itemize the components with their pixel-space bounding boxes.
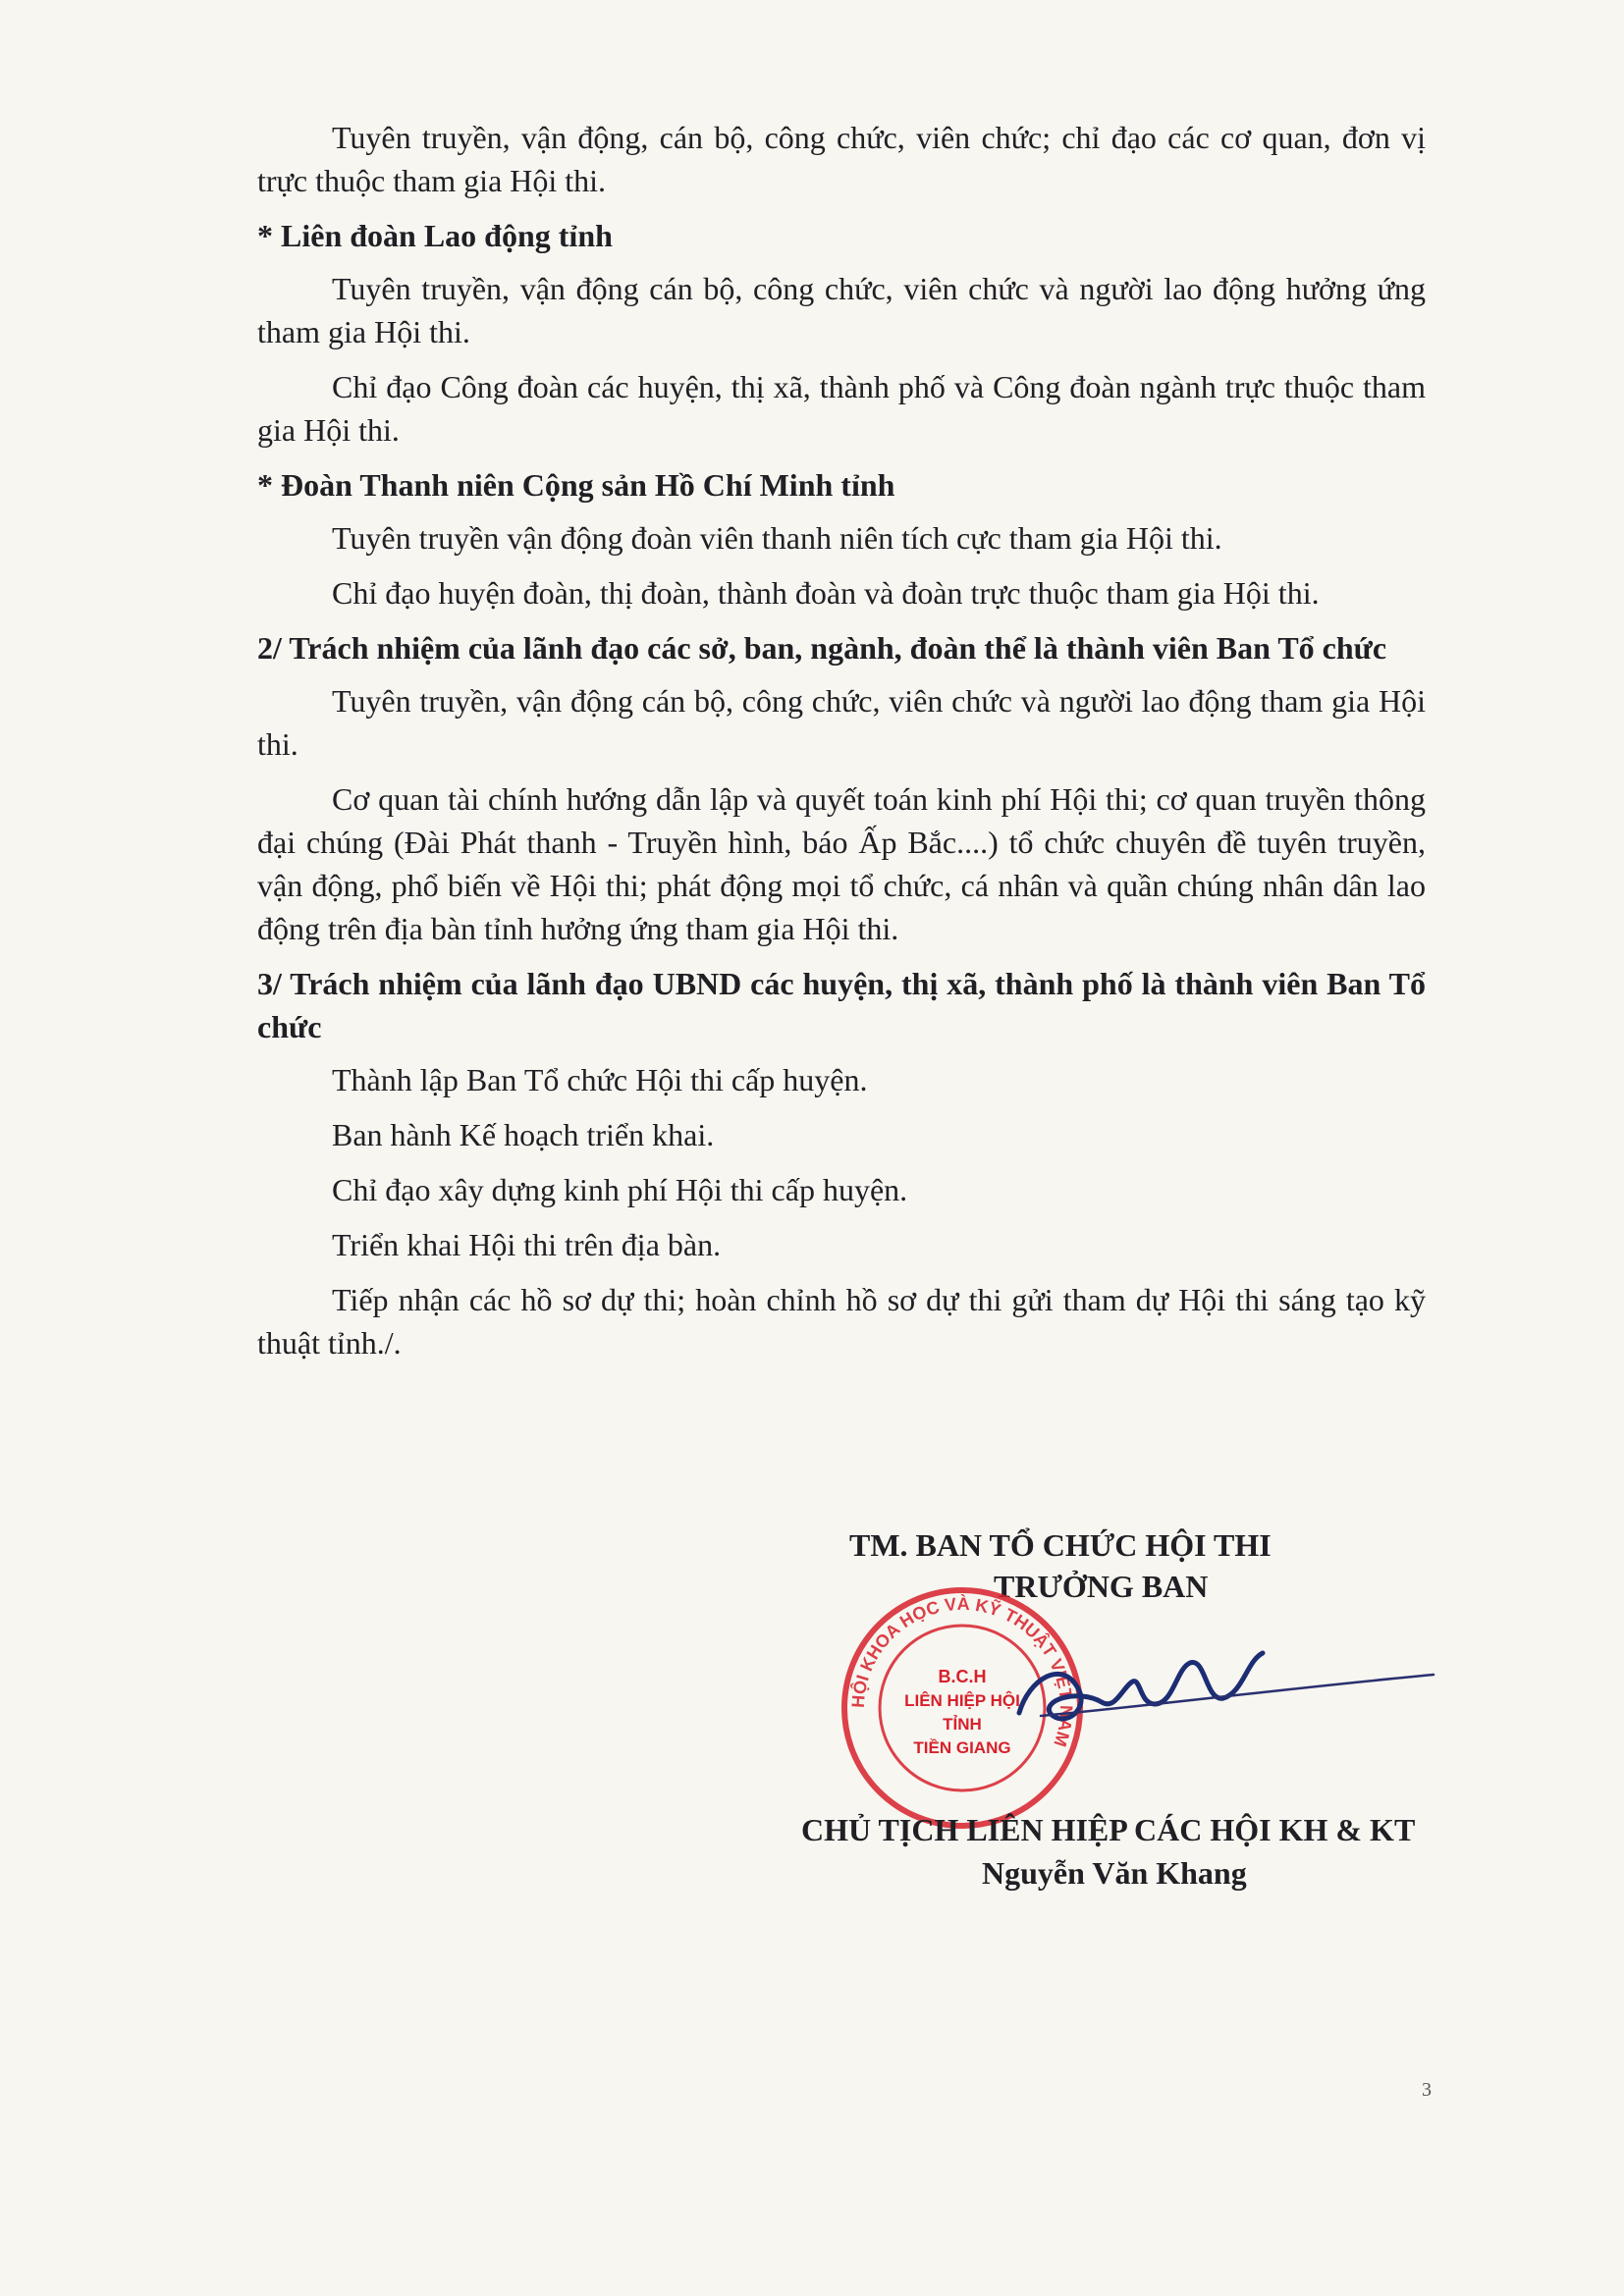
section-3-item: Ban hành Kế hoạch triển khai. bbox=[332, 1117, 715, 1152]
seal-center-line-1: B.C.H bbox=[938, 1667, 987, 1686]
section-3-item: Thành lập Ban Tổ chức Hội thi cấp huyện. bbox=[332, 1062, 868, 1097]
document-body bbox=[257, 116, 1426, 1376]
lien-doan-paragraph-1: Tuyên truyền, vận động cán bộ, công chức, viên chức và người lao động hưởng ứng tham gia Hội thi. bbox=[257, 271, 1426, 349]
seal-center-line-2: LIÊN HIỆP HỘI bbox=[904, 1691, 1020, 1710]
seal-center-line-4: TIỀN GIANG bbox=[913, 1738, 1011, 1757]
signature-position-line: CHỦ TỊCH LIÊN HIỆP CÁC HỘI KH & KT bbox=[801, 1812, 1416, 1847]
section-2-paragraph-1: Tuyên truyền, vận động cán bộ, công chức, viên chức và người lao động tham gia Hội thi. bbox=[257, 683, 1426, 762]
lien-doan-heading: * Liên đoàn Lao động tỉnh bbox=[257, 218, 613, 253]
doan-thanh-nien-heading: * Đoàn Thanh niên Cộng sản Hồ Chí Minh tỉnh bbox=[257, 467, 895, 503]
intro-paragraph: Tuyên truyền, vận động, cán bộ, công chức, viên chức; chỉ đạo các cơ quan, đơn vị trực thuộc tham gia Hội thi. bbox=[257, 120, 1426, 198]
lien-doan-paragraph-2: Chỉ đạo Công đoàn các huyện, thị xã, thành phố và Công đoàn ngành trực thuộc tham gia Hội thi. bbox=[257, 369, 1426, 448]
signature-title-line: TRƯỞNG BAN bbox=[994, 1569, 1209, 1604]
signature-name: Nguyễn Văn Khang bbox=[982, 1855, 1247, 1891]
page-number: 3 bbox=[1422, 2079, 1432, 2101]
section-3-item: Triển khai Hội thi trên địa bàn. bbox=[332, 1227, 722, 1262]
seal-center-line-3: TỈNH bbox=[943, 1715, 982, 1734]
section-2-heading: 2/ Trách nhiệm của lãnh đạo các sở, ban, ngành, đoàn thể là thành viên Ban Tổ chức bbox=[257, 630, 1387, 666]
seal-ring-text: HỘI KHOA HỌC VÀ KỸ THUẬT VIỆT NAM bbox=[847, 1593, 1077, 1749]
section-3-heading: 3/ Trách nhiệm của lãnh đạo UBND các huyện, thị xã, thành phố là thành viên Ban Tổ chức bbox=[257, 966, 1426, 1044]
section-3-item: Tiếp nhận các hồ sơ dự thi; hoàn chỉnh hồ sơ dự thi gửi tham dự Hội thi sáng tạo kỹ thuật tỉnh./. bbox=[257, 1282, 1426, 1361]
signature-underline-icon bbox=[1031, 1669, 1443, 1728]
signature-org-line: TM. BAN TỔ CHỨC HỘI THI bbox=[849, 1527, 1272, 1563]
section-2-paragraph-2: Cơ quan tài chính hướng dẫn lập và quyết toán kinh phí Hội thi; cơ quan truyền thông đại chúng (Đài Phát thanh - Truyền hình, báo Ấp Bắc....) tổ chức chuyên đề tuyên truyền, vận động, phổ biến về Hội thi; phát động mọi tổ chức, cá nhân và quần chúng nhân dân lao động trên địa bàn tỉnh hưởng ứng tham gia Hội thi. bbox=[257, 781, 1426, 946]
doan-thanh-nien-paragraph-1: Tuyên truyền vận động đoàn viên thanh niên tích cực tham gia Hội thi. bbox=[332, 520, 1222, 556]
section-3-item: Chỉ đạo xây dựng kinh phí Hội thi cấp huyện. bbox=[332, 1172, 908, 1207]
doan-thanh-nien-paragraph-2: Chỉ đạo huyện đoàn, thị đoàn, thành đoàn và đoàn trực thuộc tham gia Hội thi. bbox=[332, 575, 1320, 611]
